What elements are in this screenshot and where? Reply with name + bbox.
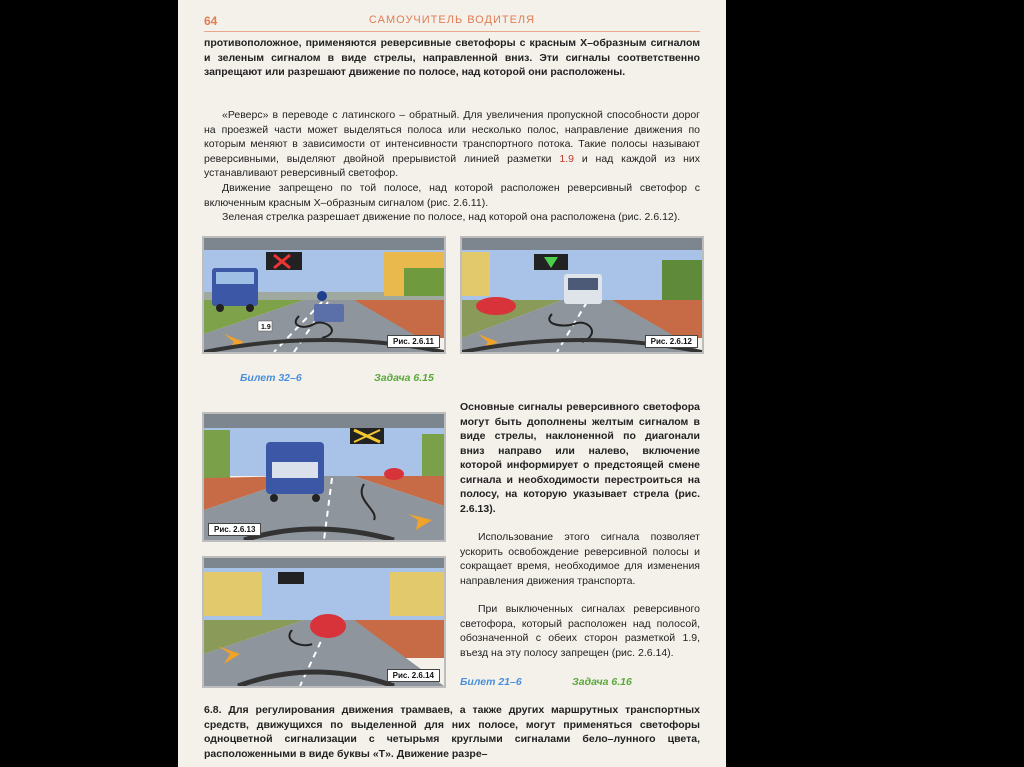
paragraph-1: противоположное, применяются реверсивные светофоры с красным Х–образным сигналом и зеленым сигналом в виде стрелы, направленной вниз. Эти сигналы соответственно запрещают или разрешают движение по полосе, над которой они расположены. xyxy=(204,37,700,78)
marking-label: 1.9 xyxy=(261,324,271,331)
figure-caption: Рис. 2.6.13 xyxy=(208,523,261,536)
paragraph-2 xyxy=(204,108,700,181)
book-page xyxy=(178,0,726,767)
ticket-reference: Билет 32–6 xyxy=(240,372,302,384)
task-reference: Задача 6.15 xyxy=(374,372,434,384)
marking-reference: 1.9 xyxy=(559,152,574,165)
header-divider xyxy=(204,31,700,32)
figure-caption: Рис. 2.6.11 xyxy=(387,335,440,348)
paragraph-2-text-a: «Реверс» в переводе с латинского – обратный. Для увеличения пропускной способности дорог на проезжей части может выделяться полоса или несколько полос, направление движения по которым меняют в зависимости от интенсивности транспортного потока. Такие полосы называют реверсивными, выделяют двойной прерывистой линией разметки xyxy=(204,109,700,165)
figure-caption: Рис. 2.6.12 xyxy=(645,335,698,348)
paragraph-8: 6.8. Для регулирования движения трамваев, а также других маршрутных транспортных средств, движущихся по выделенной для них полосе, могут применяться светофоры одноцветной сигнализации с четырьмя круглыми сигналами бело–лунного цвета, расположенными в виде буквы «Т». Движение разре– xyxy=(204,704,700,760)
road-scene-signals-off xyxy=(204,558,444,686)
page-number: 64 xyxy=(204,14,218,28)
running-title: САМОУЧИТЕЛЬ ВОДИТЕЛЯ xyxy=(368,14,536,26)
figure-2-6-13 xyxy=(202,412,446,542)
paragraph-7: При выключенных сигналах реверсивного светофора, который расположен над полосой, обозначенной с обеих сторон разметкой 1.9, въезд на эту полосу запрещен (рис. 2.6.14). xyxy=(460,603,700,659)
paragraph-2-text-b: и над каждой из них устанавливают реверсивный светофор. xyxy=(204,152,700,179)
paragraph-3: Движение запрещено по той полосе, над которой расположен реверсивный светофор с включенным красным Х–образным сигналом (рис. 2.6.11). xyxy=(204,182,700,209)
paragraph-6: Использование этого сигнала позволяет ускорить освобождение реверсивной полосы и сокращает время, необходимое для изменения направления движения транспорта. xyxy=(460,531,700,587)
task-reference: Задача 6.16 xyxy=(572,676,632,688)
paragraph-4: Зеленая стрелка разрешает движение по полосе, над которой она расположена (рис. 2.6.12). xyxy=(222,211,681,223)
figure-2-6-14 xyxy=(202,556,446,688)
paragraph-5: Основные сигналы реверсивного светофора могут быть дополнены желтым сигналом в виде стрелы, наклоненной по диагонали вниз направо или налево, включение которой информирует о предстоящей смене сигнала и необходимости перестроиться на полосу, на которую указывает стрела (рис. 2.6.13). xyxy=(460,401,700,515)
figure-2-6-12 xyxy=(460,236,704,354)
road-scene-yellow-arrow xyxy=(204,414,444,540)
figure-2-6-11 xyxy=(202,236,446,354)
ticket-reference: Билет 21–6 xyxy=(460,676,522,688)
figure-caption: Рис. 2.6.14 xyxy=(387,669,440,682)
